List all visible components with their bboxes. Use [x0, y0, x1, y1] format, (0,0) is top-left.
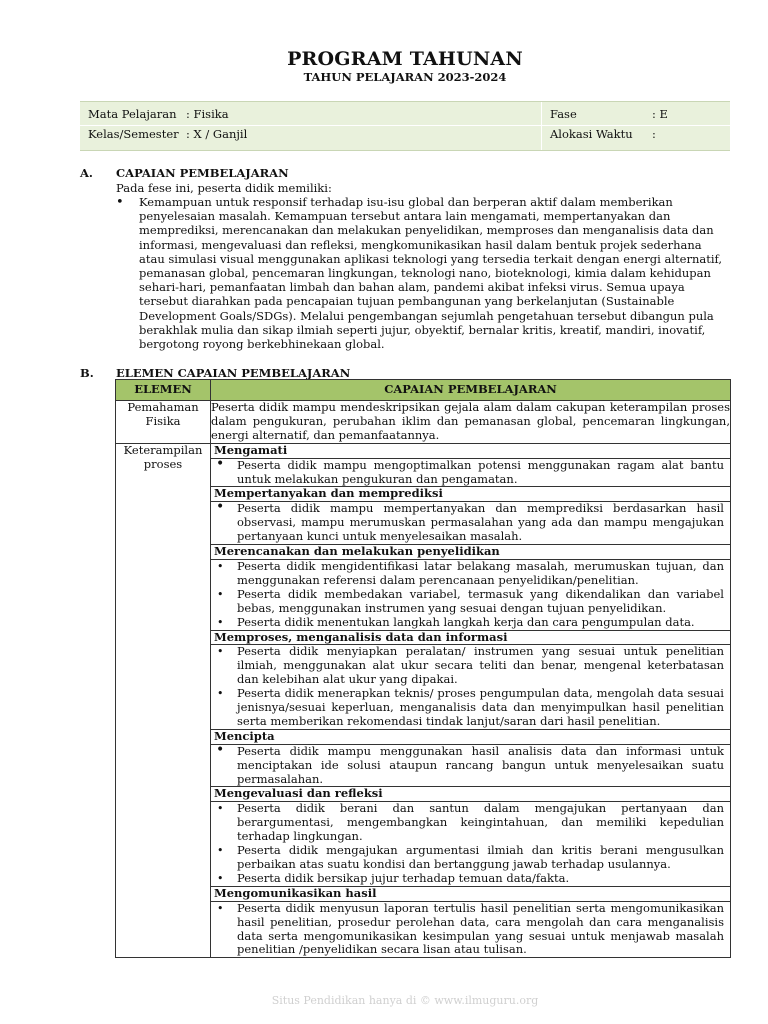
subsection-title: Merencanakan dan melakukan penyelidikan: [211, 545, 730, 560]
elemen-cell: Keterampilan proses: [116, 443, 211, 958]
table-row: [116, 443, 731, 958]
capaian-cell: [211, 443, 731, 958]
page-title: PROGRAM TAHUNAN: [287, 48, 523, 70]
list-item: • Peserta didik mengajukan argumentasi ilmiah dan kritis berani mengusulkan perbaikan atas suatu kondisi dan bertanggung jawab terhadap usulannya.: [211, 844, 730, 872]
list-item: • Peserta didik berani dan santun dalam mengajukan pertanyaan dan berargumentasi, mengembangkan keingintahuan, dan memiliki kepedulian terhadap lingkungan.: [211, 802, 730, 844]
subsection-title: Mengamati: [211, 444, 730, 459]
mapel-value: : Fisika: [186, 107, 229, 121]
section-b-title: ELEMEN CAPAIAN PEMBELAJARAN: [116, 366, 351, 380]
subsection-title: Mencipta: [211, 730, 730, 745]
table-header-row: [116, 380, 731, 401]
list-item: • Peserta didik mampu mempertanyakan dan memprediksi berdasarkan hasil observasi, mampu merumuskan permasalahan yang ada dan mampu mengajukan pertanyaan kunci untuk menyelesaikan masalah.: [211, 502, 730, 544]
elemen-cell: Pemahaman Fisika: [116, 401, 211, 444]
info-row-divider: [80, 125, 730, 126]
kelas-value: : X / Ganjil: [186, 127, 248, 141]
subsection-mengevaluasi: [211, 787, 730, 886]
section-a-intro: Pada fese ini, peserta didik memiliki:: [116, 181, 332, 195]
mapel-label: Mata Pelajaran: [88, 107, 177, 121]
subsection-merencanakan: [211, 545, 730, 630]
alokasi-value: :: [652, 127, 656, 141]
subsection-title: Mengomunikasikan hasil: [211, 887, 730, 902]
list-item: • Peserta didik mampu mengoptimalkan potensi menggunakan ragam alat bantu untuk melakukan pengukuran dan pengamatan.: [211, 459, 730, 487]
subsection-title: Mengevaluasi dan refleksi: [211, 787, 730, 802]
header-elemen: ELEMEN: [116, 380, 211, 401]
info-col-divider: [541, 102, 542, 150]
fase-label: Fase: [550, 107, 577, 121]
fase-value: : E: [652, 107, 668, 121]
subsection-mengomunikasikan: [211, 887, 730, 958]
footer-watermark: Situs Pendidikan hanya di © www.ilmuguru.org: [271, 994, 539, 1007]
subsection-mencipta: [211, 730, 730, 788]
list-item: • Peserta didik membedakan variabel, termasuk yang dikendalikan dan variabel bebas, menggunakan instrumen yang sesuai dengan tujuan penyelidikan.: [211, 588, 730, 616]
header-capaian: CAPAIAN PEMBELAJARAN: [211, 380, 731, 401]
table-row: [116, 401, 731, 444]
subsection-mempertanyakan: [211, 487, 730, 545]
subsection-title: Mempertanyakan dan memprediksi: [211, 487, 730, 502]
list-item: • Peserta didik menyiapkan peralatan/ instrumen yang sesuai untuk penelitian ilmiah, menggunakan alat ukur secara teliti dan benar, mengenal keterbatasan dan kelebihan alat ukur yang dipakai.: [211, 645, 730, 687]
list-item: • Peserta didik mengidentifikasi latar belakang masalah, merumuskan tujuan, dan menggunakan referensi dalam perencanaan penyelidikan/penelitian.: [211, 560, 730, 588]
capaian-paragraph: Kemampuan untuk responsif terhadap isu-isu global dan berperan aktif dalam memberikan penyelesaian masalah. Kemampuan tersebut antara lain mengamati, mempertanyakan dan memprediksi, merencanakan dan melakukan penyelidikan, memproses dan menganalisis data dan informasi, mengevaluasi dan refleksi, mengkomunikasikan hasil dalam bentuk projek sederhana atau simulasi visual menggunakan aplikasi teknologi yang tersedia terkait dengan energi alternatif, pemanasan global, pencemaran lingkungan, teknologi nano, bioteknologi, kimia dalam kehidupan sehari-hari, pemanfaatan limbah dan bahan alam, pandemi akibat infeksi virus. Semua upaya tersebut diarahkan pada pencapaian tujuan pembangunan yang berkelanjutan (Sustainable Development Goals/SDGs). Melalui pengembangan sejumlah pengetahuan tersebut dibangun pula berakhlak mulia dan sikap ilmiah seperti jujur, obyektif, bernalar kritis, kreatif, mandiri, inovatif, bergotong royong berkebhinekaan global.: [139, 195, 723, 352]
alokasi-label: Alokasi Waktu: [550, 127, 633, 141]
elemen-table: [115, 379, 731, 958]
section-b-letter: B.: [80, 366, 94, 380]
page-subtitle: TAHUN PELAJARAN 2023-2024: [303, 70, 507, 84]
list-item: • Peserta didik menyusun laporan tertulis hasil penelitian serta mengomunikasikan hasil penelitian, prosedur perolehan data, cara mengolah dan cara menganalisis data serta mengomunikasikan kesimpulan yang sesuai untuk menjawab masalah penelitian /penyelidikan secara lisan atau tulisan.: [211, 902, 730, 958]
subsection-memproses: [211, 631, 730, 730]
section-a-title: CAPAIAN PEMBELAJARAN: [116, 166, 289, 180]
info-box: [80, 101, 730, 151]
subsection-mengamati: [211, 444, 730, 488]
bullet-icon: •: [116, 195, 124, 210]
list-item: • Peserta didik bersikap jujur terhadap temuan data/fakta.: [211, 872, 730, 886]
list-item: • Peserta didik menentukan langkah langkah kerja dan cara pengumpulan data.: [211, 616, 730, 630]
capaian-cell: Peserta didik mampu mendeskripsikan gejala alam dalam cakupan keterampilan proses dalam pengukuran, perubahan iklim dan pemanasan global, pencemaran lingkungan, energi alternatif, dan pemanfaatannya.: [211, 400, 730, 442]
subsection-title: Memproses, menganalisis data dan informasi: [211, 631, 730, 646]
list-item: • Peserta didik menerapkan teknis/ proses pengumpulan data, mengolah data sesuai jenisnya/sesuai keperluan, menganalisis data dan menyimpulkan hasil penelitian serta memberikan rekomendasi tindak lanjut/saran dari hasil penelitian.: [211, 687, 730, 729]
list-item: • Peserta didik mampu menggunakan hasil analisis data dan informasi untuk menciptakan ide solusi ataupun rancang bangun untuk menyelesaikan suatu permasalahan.: [211, 745, 730, 787]
kelas-label: Kelas/Semester: [88, 127, 179, 141]
section-a-letter: A.: [80, 166, 93, 180]
